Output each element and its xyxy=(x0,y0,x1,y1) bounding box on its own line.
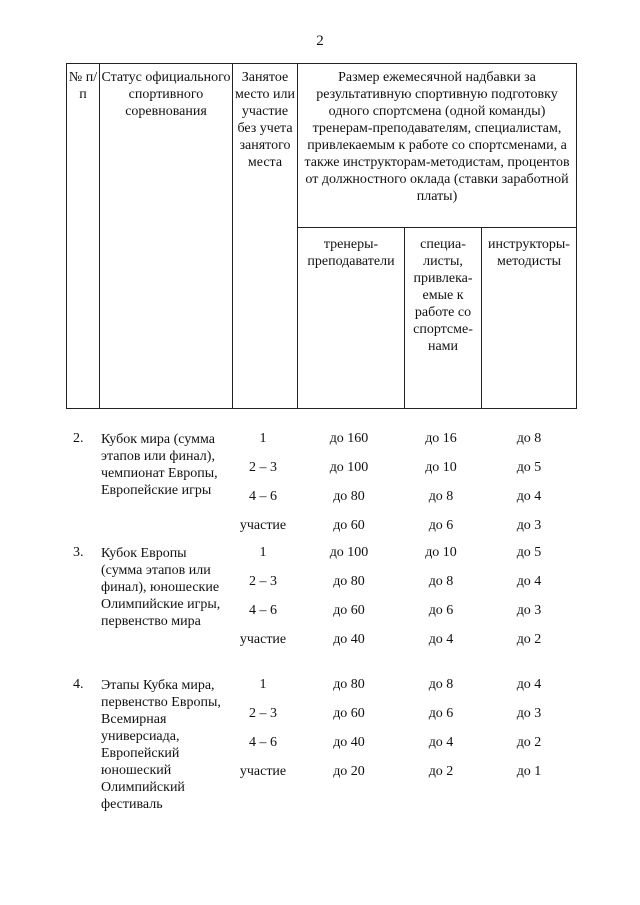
place-cell: 2 – 3 xyxy=(249,460,277,475)
trainers-cell: до 40 xyxy=(333,632,365,647)
header-number-column: № п/п xyxy=(67,64,100,408)
methodists-cell: до 4 xyxy=(516,677,542,692)
specialists-cell: до 8 xyxy=(428,489,454,504)
row-number: 3. xyxy=(73,545,84,560)
specialists-cell: до 2 xyxy=(428,764,454,779)
specialists-cell: до 8 xyxy=(428,574,454,589)
specialists-cell: до 4 xyxy=(428,735,454,750)
row-status: Кубок Европы (сумма этапов или финал), юношеские Олимпийские игры, первенство мира xyxy=(101,546,221,629)
specialists-cell: до 6 xyxy=(428,603,454,618)
header-place-column: Занятое место или участие без учета занятого места xyxy=(233,64,298,408)
place-cell: 4 – 6 xyxy=(249,735,277,750)
methodists-cell: до 5 xyxy=(516,545,542,560)
methodists-cell: до 5 xyxy=(516,460,542,475)
place-cell: 1 xyxy=(259,431,267,446)
specialists-cell: до 6 xyxy=(428,706,454,721)
methodists-cell: до 3 xyxy=(516,603,542,618)
methodists-cell: до 2 xyxy=(516,632,542,647)
trainers-cell: до 20 xyxy=(333,764,365,779)
header-bonus-group xyxy=(298,64,576,408)
place-cell: 4 – 6 xyxy=(249,489,277,504)
trainers-cell: до 100 xyxy=(329,545,369,560)
methodists-cell: до 4 xyxy=(516,489,542,504)
specialists-cell: до 4 xyxy=(428,632,454,647)
row-status: Кубок мира (сумма этапов или финал), чемпионат Европы, Европейские игры xyxy=(101,432,218,498)
specialists-cell: до 10 xyxy=(425,460,457,475)
table-header xyxy=(66,63,577,409)
methodists-cell: до 3 xyxy=(516,518,542,533)
trainers-cell: до 80 xyxy=(333,489,365,504)
place-cell: 2 – 3 xyxy=(249,574,277,589)
specialists-cell: до 16 xyxy=(425,431,457,446)
header-methodists-column: инструкторы-методисты xyxy=(488,237,570,269)
place-cell: 2 – 3 xyxy=(249,706,277,721)
place-cell: участие xyxy=(239,764,287,779)
methodists-cell: до 4 xyxy=(516,574,542,589)
methodists-cell: до 8 xyxy=(516,431,542,446)
methodists-cell: до 2 xyxy=(516,735,542,750)
header-trainers-column: тренеры-преподаватели xyxy=(298,228,405,408)
trainers-cell: до 100 xyxy=(329,460,369,475)
row-status: Этапы Кубка мира, первенство Европы, Всемирная универсиада, Европейский юношеский Олимпийский фестиваль xyxy=(101,678,221,812)
place-cell: участие xyxy=(239,632,287,647)
methodists-cell: до 3 xyxy=(516,706,542,721)
trainers-cell: до 40 xyxy=(333,735,365,750)
place-cell: 1 xyxy=(259,545,267,560)
specialists-cell: до 10 xyxy=(425,545,457,560)
trainers-cell: до 80 xyxy=(333,574,365,589)
row-number: 4. xyxy=(73,677,84,692)
specialists-cell: до 6 xyxy=(428,518,454,533)
trainers-cell: до 60 xyxy=(333,706,365,721)
trainers-cell: до 60 xyxy=(333,518,365,533)
place-cell: участие xyxy=(239,518,287,533)
header-specialists-column: специа-листы, привлека-емые к работе со спортсме-нами xyxy=(405,228,482,408)
methodists-cell: до 1 xyxy=(516,764,542,779)
specialists-cell: до 8 xyxy=(428,677,454,692)
header-status-column: Статус официального спортивного соревнования xyxy=(100,64,233,408)
trainers-cell: до 60 xyxy=(333,603,365,618)
place-cell: 4 – 6 xyxy=(249,603,277,618)
place-cell: 1 xyxy=(259,677,267,692)
row-number: 2. xyxy=(73,431,84,446)
trainers-cell: до 80 xyxy=(333,677,365,692)
header-bonus-title: Размер ежемесячной надбавки за результативную спортивную подготовку одного спортсмена (одной команды) тренерам-преподавателям, специалистам, привлекаемым к работе со спортсменами, а также инструкторам-методистам, процентов от должностного оклада (ставки заработной платы) xyxy=(298,64,576,228)
page-number: 2 xyxy=(316,33,324,49)
trainers-cell: до 160 xyxy=(329,431,369,446)
